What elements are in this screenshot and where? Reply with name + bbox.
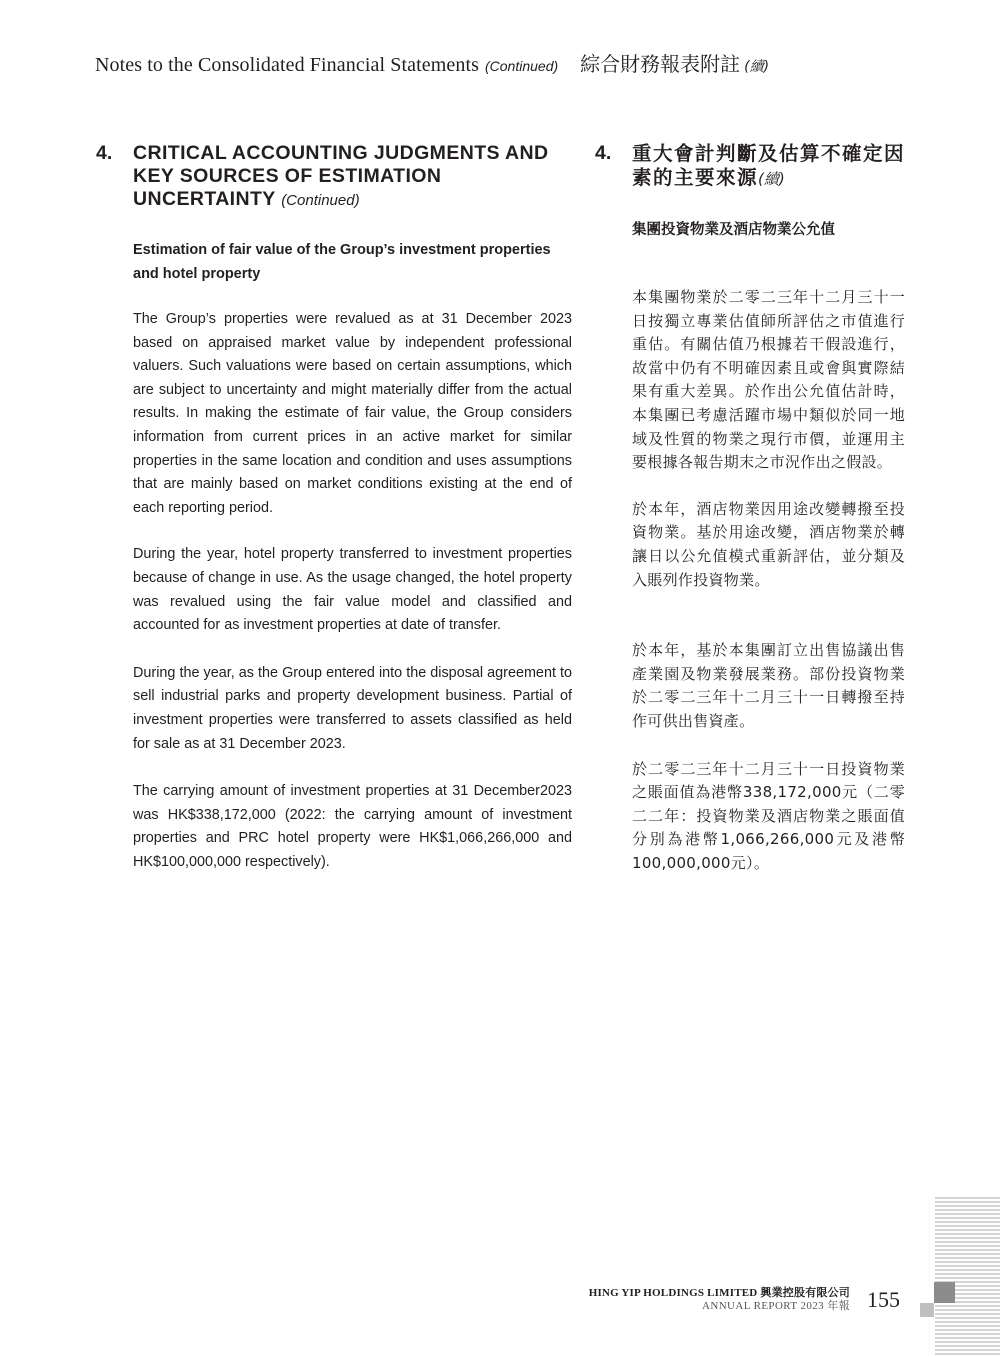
footer-report: ANNUAL REPORT 2023 年報 <box>702 1300 850 1312</box>
chinese-column <box>595 142 905 875</box>
header-title-zh: 綜合財務報表附註 <box>580 52 741 76</box>
paragraph-en-4: The carrying amount of investment properties at 31 December2023 was HK$338,172,000 (2022: the carrying amount of investment properties and PRC hotel property were HK$1,066,266,000 and HK$100,000,000 respectively). <box>133 783 572 870</box>
paragraph-en-1: The Group’s properties were revalued as at 31 December 2023 based on appraised market value by independent professional valuers. Such valuations were based on certain assumptions, which are subject to uncertainty and might materially differ from the actual results. In making the estimate of fair value, the Group considers information from current prices in an active market for similar properties in the same location and condition and uses assumptions that are mainly based on market conditions existing at the end of each reporting period. <box>133 311 572 516</box>
section-body-en <box>133 238 572 874</box>
header-continued-zh: (續) <box>744 59 770 75</box>
header-title-en: Notes to the Consolidated Financial Statements <box>95 54 479 76</box>
section-title-text-en: CRITICAL ACCOUNTING JUDGMENTS AND KEY SOURCES OF ESTIMATION UNCERTAINTY <box>133 142 549 210</box>
section-title-en <box>133 142 572 212</box>
footer-company: HING YIP HOLDINGS LIMITED 興業控股有限公司 <box>588 1287 850 1299</box>
subheading-en: Estimation of fair value of the Group’s investment properties and hotel property <box>133 242 551 282</box>
section-number-zh: 4. <box>595 142 612 164</box>
section-body-zh <box>632 218 905 875</box>
paragraph-zh-4: 於二零二三年十二月三十一日投資物業之賬面值為港幣338,172,000元（二零二二年：投資物業及酒店物業之賬面值分別為港幣1,066,266,000元及港幣100,000,000元）。 <box>632 759 905 872</box>
decorative-stripes <box>935 1197 1000 1357</box>
paragraph-en-2: During the year, hotel property transferred to investment properties because of change in use. As the usage changed, the hotel property was revalued using the fair value model and classified and accounted for as investment properties at date of transfer. <box>133 546 572 634</box>
section-number-en: 4. <box>96 142 113 164</box>
section-title-zh <box>632 142 905 191</box>
section-title-text-zh: 重大會計判斷及估算不確定因素的主要來源 <box>632 142 906 189</box>
section-heading-zh <box>595 142 905 191</box>
paragraph-en-3: During the year, as the Group entered into the disposal agreement to sell industrial parks and property development business. Partial of investment properties were transferred to assets classified as held for sale as at 31 December 2023. <box>133 664 572 752</box>
header-continued-en: (Continued) <box>484 58 559 74</box>
paragraph-zh-3: 於本年，基於本集團訂立出售協議出售產業園及物業發展業務。部份投資物業於二零二三年十二月三十一日轉撥至持作可供出售資產。 <box>632 641 905 730</box>
subheading-zh: 集團投資物業及酒店物業公允值 <box>632 222 835 238</box>
decorative-square-dark <box>934 1282 955 1303</box>
paragraph-zh-2: 於本年，酒店物業因用途改變轉撥至投資物業。基於用途改變，酒店物業於轉讓日以公允值模式重新評估，並分類及入賬列作投資物業。 <box>632 499 905 589</box>
section-continued-en: (Continued) <box>281 192 360 209</box>
section-heading-en <box>96 142 572 212</box>
footer <box>589 1287 850 1313</box>
english-column <box>96 142 572 874</box>
paragraph-zh-1: 本集團物業於二零二三年十二月三十一日按獨立專業估值師所評估之市值進行重估。有關估值乃根據若干假設進行，故當中仍有不明確因素且或會與實際結果有重大差異。於作出公允值估計時，本集團已考慮活躍市場中類似於同一地域及性質的物業之現行市價，並運用主要根據各報告期末之市況作出之假設。 <box>632 288 905 472</box>
decorative-square-light <box>920 1303 934 1317</box>
section-continued-zh: (續) <box>758 170 785 188</box>
page-number: 155 <box>867 1287 900 1312</box>
running-header <box>95 48 855 78</box>
